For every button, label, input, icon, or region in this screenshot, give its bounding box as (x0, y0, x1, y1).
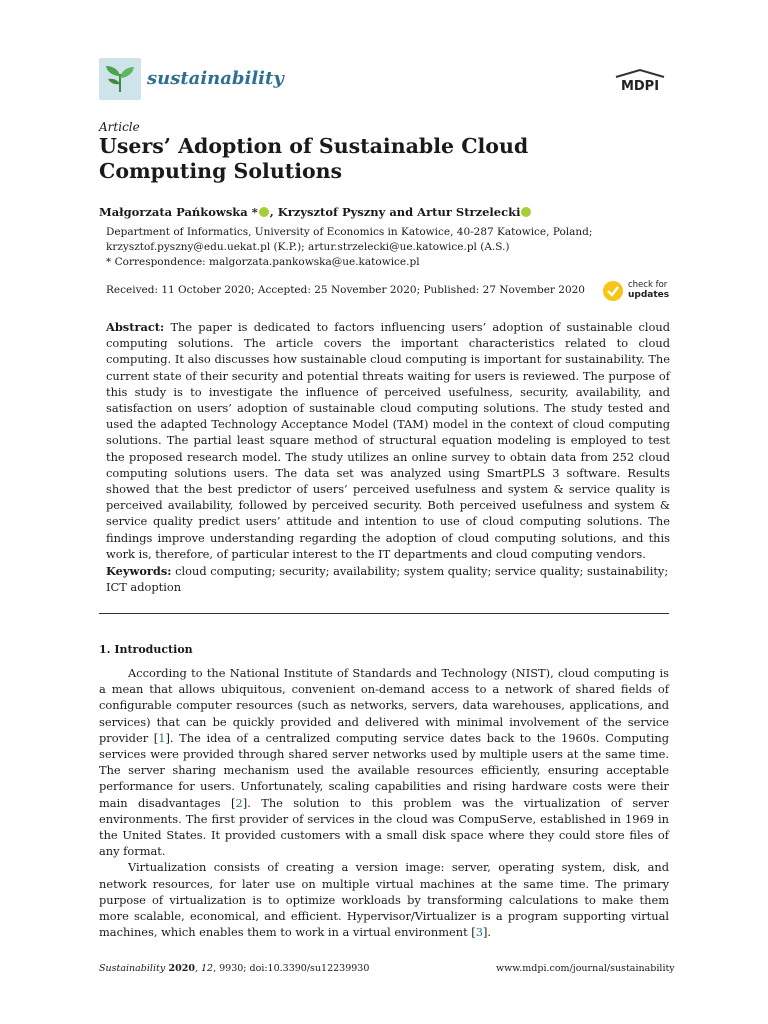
abstract (106, 319, 670, 562)
check-updates-icon (602, 280, 624, 302)
section-heading: 1. Introduction (99, 643, 193, 656)
article-title: Users’ Adoption of Sustainable Cloud Computing Solutions (99, 134, 529, 183)
affiliation-line: Department of Informatics, University of Economics in Katowice, 40-287 Katowice, Poland; (106, 226, 593, 238)
author-list (99, 205, 532, 219)
check-for-updates-badge[interactable] (602, 279, 674, 303)
keywords (106, 563, 670, 595)
orcid-icon[interactable] (259, 207, 269, 217)
author-names-rest: , Krzysztof Pyszny and Artur Strzelecki (269, 205, 521, 219)
section-body (99, 665, 669, 940)
article-type: Article (99, 120, 140, 134)
divider (99, 613, 669, 614)
citation-link[interactable]: 2 (235, 795, 243, 810)
check-updates-line2: updates (628, 290, 670, 300)
keywords-text: cloud computing; security; availability; system quality; service quality; sustainability; ICT adoption (106, 564, 669, 595)
footer-url[interactable]: www.mdpi.com/journal/sustainability (496, 963, 675, 974)
journal-logo (99, 58, 141, 100)
footer-citation: Sustainability 2020, 12, 9930; doi:10.3390/su12239930 (99, 963, 370, 974)
citation-link[interactable]: 3 (475, 925, 483, 940)
check-updates-line1: check for (628, 280, 668, 290)
mdpi-logo-text: MDPI (620, 79, 660, 94)
journal-name: sustainability (147, 68, 284, 89)
keywords-label: Keywords: (106, 564, 172, 578)
author-emails: krzysztof.pyszny@edu.uekat.pl (K.P.); artur.strzelecki@ue.katowice.pl (A.S.) (106, 241, 510, 253)
abstract-label: Abstract: (106, 320, 165, 334)
correspondence: * Correspondence: malgorzata.pankowska@ue.katowice.pl (106, 256, 420, 268)
author-name-1: Małgorzata Pańkowska * (99, 205, 258, 219)
mdpi-logo (612, 68, 668, 94)
paragraph: According to the National Institute of Standards and Technology (NIST), cloud computing is a mean that allows ubiquitous, convenient on-demand access to a network of shared fields of configurable computer resources (such as networks, servers, data warehouses, applications, and services) that can be quickly provided and delivered with minimal involvement of the service provider [1]. The idea of a centralized computing service dates back to the 1960s. Computing services were provided through shared server networks used by multiple users at the same time. The server sharing mechanism used the available resources efficiently, ensuring acceptable performance for users. Unfortunately, scaling capabilities and rising hardware costs were their main disadvantages [2]. The solution to this problem was the virtualization of server environments. The first provider of services in the cloud was CompuServe, established in 1969 in the United States. It provided customers with a small disk space where they could store files of any format. (99, 666, 669, 859)
citation-link[interactable]: 1 (158, 730, 166, 745)
abstract-text: The paper is dedicated to factors influencing users’ adoption of sustainable cloud computing solutions. The article covers the important characteristics related to cloud computing. It also discusses how sustainable cloud computing is important for sustainability. The current state of their security and potential threats waiting for users is reviewed. The purpose of this study is to investigate the influence of perceived usefulness, security, availability, and satisfaction on users’ adoption of sustainable cloud computing solutions. The study tested and used the adapted Technology Acceptance Model (TAM) model in the context of cloud computing solutions. The partial least square method of structural equation modeling is employed to test the proposed research model. The study utilizes an online survey to obtain data from 252 cloud computing solutions users. The data set was analyzed using SmartPLS 3 software. Results showed that the best predictor of users’ perceived usefulness and system & service quality is perceived availability, followed by perceived security. Both perceived usefulness and system & service quality predict users’ attitude and intention to use of cloud computing solutions. The findings improve understanding regarding the adoption of cloud computing solutions, and this work is, therefore, of particular interest to the IT departments and cloud computing vendors. (106, 320, 670, 561)
orcid-icon[interactable] (521, 207, 531, 217)
publication-dates: Received: 11 October 2020; Accepted: 25 November 2020; Published: 27 November 2020 (106, 284, 585, 296)
leaf-icon (99, 58, 141, 100)
paragraph: Virtualization consists of creating a version image: server, operating system, disk, and network resources, for later use on multiple virtual machines at the same time. The primary purpose of virtualization is to optimize workloads by transforming calculations to make them more scalable, economical, and efficient. Hypervisor/Virtualizer is a program supporting virtual machines, which enables them to work in a virtual environment [3]. (99, 860, 669, 940)
affiliation-block (106, 225, 666, 270)
